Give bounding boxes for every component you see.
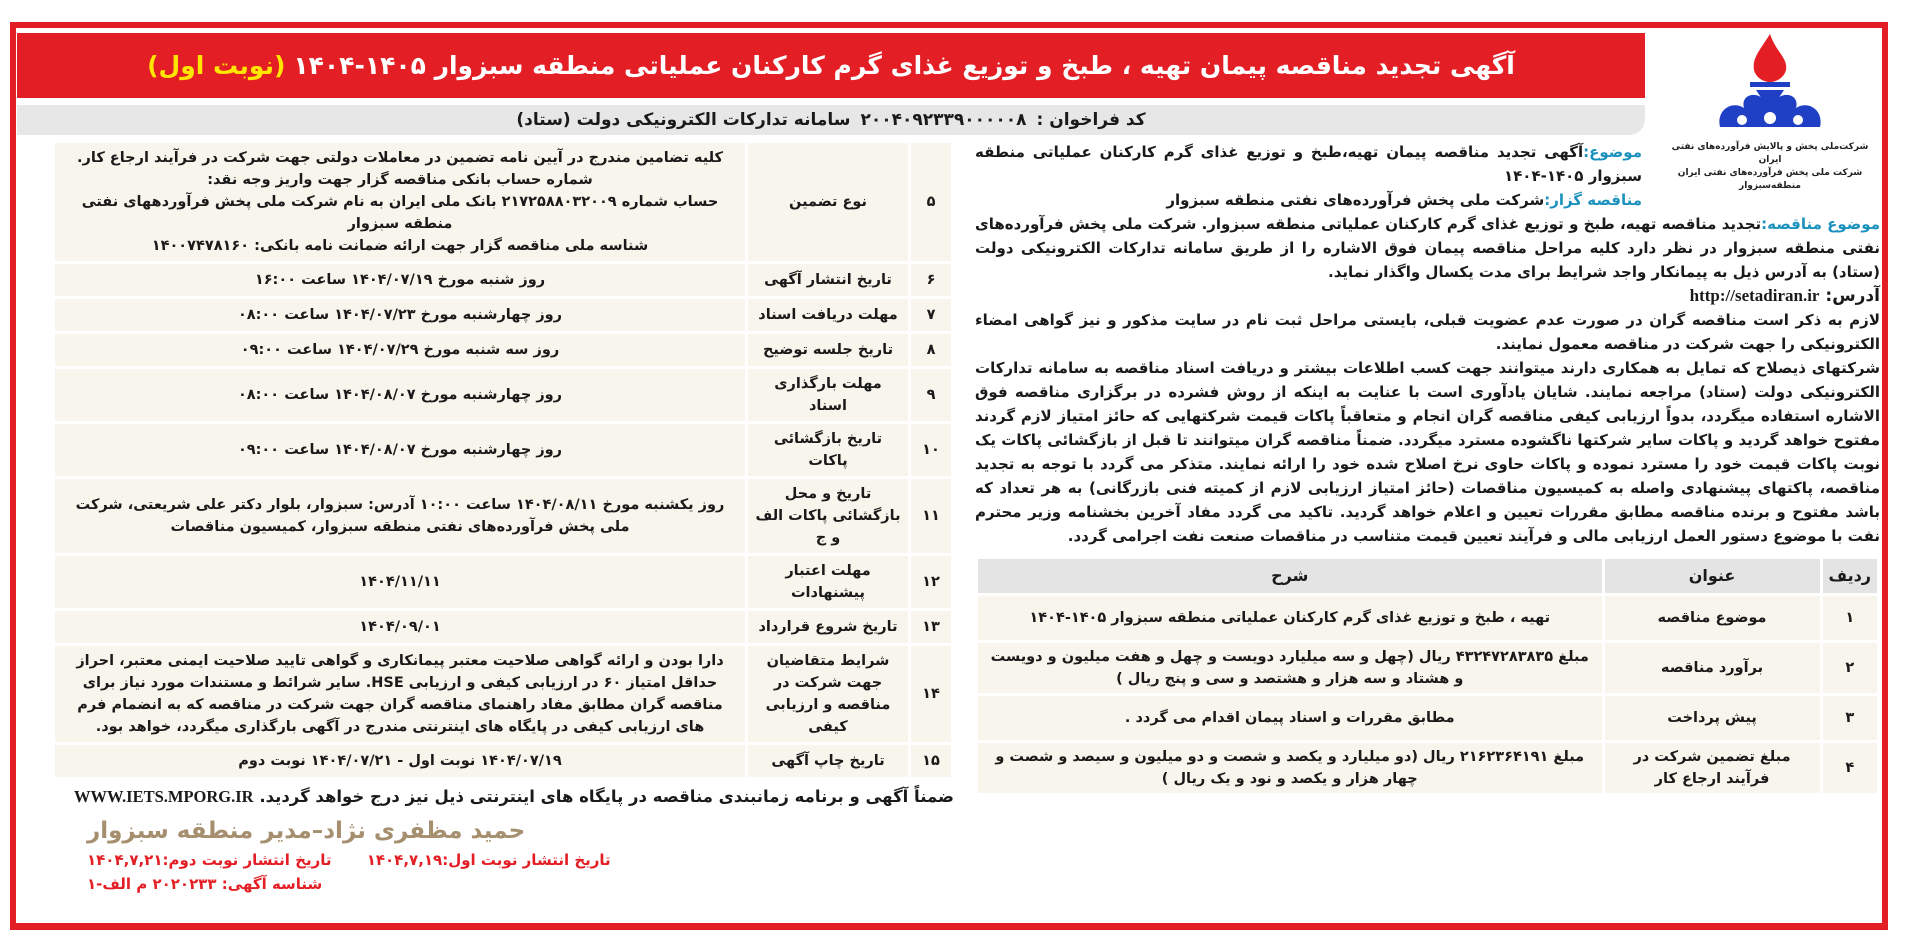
intro-text (975, 140, 1880, 548)
col-header-desc: شرح (978, 559, 1602, 593)
registration-paragraph: لازم به ذکر است مناقصه گران در صورت عدم عضویت قبلی، بایستی مراحل ثبت نام در سایت مذکور و نیز گواهی امضاء الکترونیکی را جهت شرکت در مناقصه معمول نمایند. (975, 311, 1880, 353)
tender-text: تجدید مناقصه تهیه، طبخ و توزیع غذای گرم کارکنان عملیاتی منطقه سبزوار. شرکت ملی پخش فرآورده‌های نفتی منطقه سبزوار در نظر دارد کلیه مراحل مناقصه پیمان فوق الاشاره را از طریق سامانه تدارکات الکترونیکی دولت (ستاد) به آدرس ذیل به پیمانکار واجد شرایط برای مدت یکسال واگذار نماید. (975, 215, 1880, 281)
row-number: ۸ (911, 334, 951, 366)
website-note (52, 784, 954, 810)
row-desc (55, 556, 745, 608)
code-system: سامانه تدارکات الکترونیکی دولت (ستاد) (516, 110, 851, 130)
notice-title: آگهی تجدید مناقصه پیمان تهیه ، طبخ و توزیع غذای گرم کارکنان عملیاتی منطقه سبزوار ۱۴۰۵-۱۴۰۴ (293, 51, 1515, 80)
desc-line: ۱۴۰۴/۱۱/۱۱ (359, 574, 441, 590)
row-number: ۱ (1823, 596, 1877, 640)
logo-caption-2: شرکت ملی پخش فرآورده‌های نفتی ایران (1677, 168, 1863, 178)
schedule-row (55, 264, 951, 296)
row-number: ۱۰ (911, 424, 951, 476)
code-label: کد فراخوان : (1036, 110, 1146, 130)
row-desc (55, 264, 745, 296)
row-title: تاریخ جلسه توضیح (748, 334, 908, 366)
website-note-text: ضمناً آگهی و برنامه زمانبندی مناقصه در پایگاه های اینترنتی ذیل نیز درج خواهد گردید. (259, 787, 954, 806)
desc-line: روز سه شنبه مورخ ۱۴۰۴/۰۷/۲۹ ساعت ۰۹:۰۰ (240, 342, 560, 358)
schedule-row (55, 369, 951, 421)
tender-summary-table (975, 556, 1880, 796)
website-url[interactable]: WWW.IETS.MPORG.IR (74, 787, 254, 806)
address-label: آدرس: (1825, 286, 1880, 306)
schedule-row (55, 646, 951, 742)
row-number: ۷ (911, 299, 951, 331)
right-column (975, 140, 1880, 796)
row-desc (55, 745, 745, 777)
desc-line: حساب شماره ۲۱۷۲۵۸۸۰۳۲۰۰۹ بانک ملی ایران به نام شرکت ملی پخش فرآوردههای نفتی منطقه سبزوار (81, 194, 719, 232)
row-title: مهلت اعتبار پیشنهادات (748, 556, 908, 608)
row-desc (55, 424, 745, 476)
row-title: نوع تضمین (748, 143, 908, 261)
schedule-row (55, 424, 951, 476)
process-paragraph: شرکتهای ذیصلاح که تمایل به همکاری دارند میتوانند جهت کسب اطلاعات بیشتر و دریافت اسناد مناقصه به سامانه تدارکات الکترونیکی دولت (ستاد) مراجعه نمایند. شایان یادآوری است با عنایت به اینکه از روش فشرده در برگزاری مناقصه فوق الاشاره استفاده میگردد، بدواً ارزیابی کیفی مناقصه گران انجام و متعاقباً پاکات قیمت شرکتهایی که حائز امتیاز لازم گردند مفتوح خواهد گردید و پاکات سایر شرکتها ناگشوده مسترد میگردد. ضمناً مناقصه گران میتوانند تا قبل از بازگشائی پاکات یک نوبت پاکات قیمت خود را مسترد نموده و پاکات حاوی نرخ اصلاح شده خود را ارائه نمایند. متذکر می گردد با توجه به تجدید مناقصه، پاکتهای پیشنهادی واصله به کمیسیون مناقصات (حائز امتیاز ارزیابی لازم از کمیته فنی بازرگانی) به هر تعداد که باشد مفتوح و برنده مناقصه مطابق مقررات تعیین و اعلام خواهد گردید. تاکید می گردد مفاد آخرین بخشنامه وزیر محترم نفت با موضوع دستور العمل ارزیابی مالی و فرآیند تعیین قیمت متناسب در مناقصات صنعت نفت اجرامی گردد. (975, 359, 1880, 545)
row-number: ۴ (1823, 743, 1877, 793)
row-number: ۱۲ (911, 556, 951, 608)
row-title: تاریخ انتشار آگهی (748, 264, 908, 296)
desc-line: دارا بودن و ارائه گواهی صلاحیت معتبر پیمانکاری و گواهی تایید صلاحیت ایمنی معتبر، احراز حداقل امتیاز ۶۰ در ارزیابی کیفی و ارزیابی HSE. سایر شرائط و مستندات مورد نیاز برای مناقصه گران مطابق مفاد راهنمای مناقصه گران جهت شرکت در مناقصه که به انضمام فرم های ارزیابی کیفی در پایگاه های اینترنتی مندرج در آگهی بارگذاری میگردد، خواهد بود. (76, 653, 724, 735)
row-number: ۱۴ (911, 646, 951, 742)
ad-id: شناسه آگهی: ۲۰۲۰۲۳۳ م الف-۱ (87, 875, 323, 893)
left-column (52, 140, 954, 896)
summary-row (978, 743, 1877, 793)
desc-line: ۱۴۰۴/۰۹/۰۱ (359, 619, 441, 635)
row-desc: مبلغ ۴۳۲۴۷۲۸۳۸۳۵ ریال (چهل و سه میلیارد دویست و چهل و هفت میلیون و دویست و هشتاد و سه هزار و هشتصد و سی و پنج ریال ) (978, 643, 1602, 693)
row-desc (55, 299, 745, 331)
schedule-row (55, 143, 951, 261)
row-title: تاریخ بازگشائی پاکات (748, 424, 908, 476)
row-number: ۵ (911, 143, 951, 261)
publication-dates (52, 848, 954, 872)
tender-label: موضوع مناقصه: (1761, 215, 1880, 233)
row-number: ۳ (1823, 696, 1877, 740)
desc-line: کلیه تضامین مندرج در آیین نامه تضمین در معاملات دولتی جهت شرکت در فرآیند ارجاع کار. (77, 150, 723, 166)
col-header-row: ردیف (1823, 559, 1877, 593)
desc-line: ۱۴۰۴/۰۷/۱۹ نوبت اول - ۱۴۰۴/۰۷/۲۱ نوبت دوم (238, 753, 562, 769)
row-number: ۲ (1823, 643, 1877, 693)
row-desc (55, 334, 745, 366)
desc-line: شناسه ملی مناقصه گزار جهت ارائه ضمانت نامه بانکی: ۱۴۰۰۷۴۷۸۱۶۰ (151, 238, 649, 254)
row-title: موضوع مناقصه (1605, 596, 1820, 640)
row-number: ۹ (911, 369, 951, 421)
row-title: مبلغ تضمین شرکت در فرآیند ارجاع کار (1605, 743, 1820, 793)
row-title: پیش پرداخت (1605, 696, 1820, 740)
row-number: ۱۵ (911, 745, 951, 777)
pub-second: تاریخ انتشار نوبت دوم:۱۴۰۴,۷,۲۱ (87, 851, 332, 869)
row-number: ۶ (911, 264, 951, 296)
signature: حمید مظفری نژاد–مدیر منطقه سبزوار (87, 818, 526, 844)
row-title: مهلت بارگذاری اسناد (748, 369, 908, 421)
subject-label: موضوع: (1583, 143, 1642, 161)
desc-line: روز شنبه مورخ ۱۴۰۴/۰۷/۱۹ ساعت ۱۶:۰۰ (254, 272, 546, 288)
logo-caption-3: منطقه‌سبزوار (1739, 181, 1801, 191)
pub-first: تاریخ انتشار نوبت اول:۱۴۰۴,۷,۱۹ (366, 851, 611, 869)
summary-row (978, 643, 1877, 693)
desc-line: روز چهارشنبه مورخ ۱۴۰۴/۰۸/۰۷ ساعت ۰۸:۰۰ (237, 387, 563, 403)
organizer-text: شرکت ملی پخش فرآورده‌های نفتی منطقه سبزوار (1166, 191, 1545, 209)
tender-code-bar (17, 105, 1645, 135)
desc-line: روز یکشنبه مورخ ۱۴۰۴/۰۸/۱۱ ساعت ۱۰:۰۰ آدرس: سبزوار، بلوار دکتر علی شریعتی، شرکت ملی پخش فرآورده‌های نفتی منطقه سبزوار، کمیسیون مناقصات (75, 497, 725, 535)
row-number: ۱۱ (911, 479, 951, 553)
schedule-row (55, 611, 951, 643)
schedule-row (55, 299, 951, 331)
row-title: برآورد مناقصه (1605, 643, 1820, 693)
notice-round: (نوبت اول) (147, 51, 286, 80)
row-title: تاریخ چاپ آگهی (748, 745, 908, 777)
organizer-label: مناقصه گزار: (1544, 191, 1642, 209)
row-desc (55, 369, 745, 421)
desc-line: روز چهارشنبه مورخ ۱۴۰۴/۰۸/۰۷ ساعت ۰۹:۰۰ (237, 442, 563, 458)
row-desc: مطابق مقررات و اسناد پیمان اقدام می گردد . (978, 696, 1602, 740)
schedule-row (55, 334, 951, 366)
schedule-row (55, 556, 951, 608)
desc-line: شماره حساب بانکی مناقصه گزار جهت واریز وجه نقد: (207, 172, 593, 188)
subject-text: آگهی تجدید مناقصه پیمان تهیه،طبخ و توزیع غذای گرم کارکنان عملیاتی منطقه سبزوار ۱۴۰۵-۱۴۰۴ (975, 143, 1642, 185)
row-number: ۱۳ (911, 611, 951, 643)
address-link[interactable]: http://setadiran.ir (1689, 286, 1820, 305)
logo-caption-1: شرکت‌ملی پخش و پالایش فرآورده‌های نفتی ایران (1671, 142, 1869, 165)
row-title: مهلت دریافت اسناد (748, 299, 908, 331)
row-desc (55, 143, 745, 261)
notice-title-banner (17, 33, 1645, 98)
row-desc (55, 611, 745, 643)
oil-company-logo-icon (1710, 32, 1830, 137)
schedule-row (55, 479, 951, 553)
summary-row (978, 696, 1877, 740)
row-desc: مبلغ ۲۱۶۲۳۶۴۱۹۱ ریال (دو میلیارد و یکصد و شصت و دو میلیون و سیصد و شصت و چهار هزار و یکصد و نود و یک ریال ) (978, 743, 1602, 793)
row-desc (55, 646, 745, 742)
summary-row (978, 596, 1877, 640)
desc-line: روز چهارشنبه مورخ ۱۴۰۴/۰۷/۲۳ ساعت ۰۸:۰۰ (237, 307, 563, 323)
tender-schedule-table (52, 140, 954, 780)
code-value: ۲۰۰۴۰۹۲۳۳۹۰۰۰۰۰۸ (860, 110, 1027, 130)
row-title: تاریخ و محل بازگشائی پاکات الف و ج (748, 479, 908, 553)
col-header-title: عنوان (1605, 559, 1820, 593)
row-desc: تهیه ، طبخ و توزیع غذای گرم کارکنان عملیاتی منطقه سبزوار ۱۴۰۵-۱۴۰۴ (978, 596, 1602, 640)
row-title: شرایط متقاضیان جهت شرکت در مناقصه و ارزیابی کیفی (748, 646, 908, 742)
row-desc (55, 479, 745, 553)
logo-spacer (1642, 140, 1880, 210)
schedule-row (55, 745, 951, 777)
row-title: تاریخ شروع قرارداد (748, 611, 908, 643)
